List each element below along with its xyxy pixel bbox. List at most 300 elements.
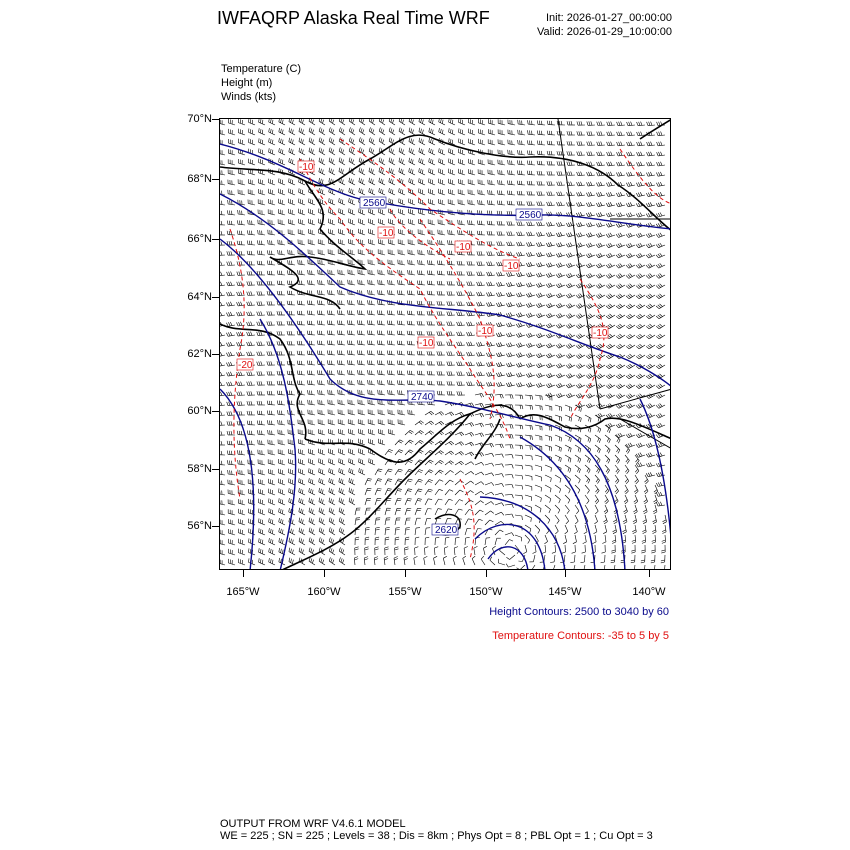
wind-barb-feather <box>580 233 582 236</box>
wind-barb-feather <box>576 326 579 329</box>
wind-barb-feather <box>576 295 579 298</box>
wind-barb-feather <box>557 131 558 135</box>
wind-barb-feather <box>518 303 520 306</box>
wind-barb-feather <box>530 373 532 376</box>
wind-barb-feather <box>227 292 229 296</box>
lat-tick <box>212 297 219 298</box>
wind-barb-feather <box>358 360 359 364</box>
wind-barb-feather <box>247 372 248 376</box>
wind-barb <box>508 144 515 145</box>
wind-barb <box>468 325 475 326</box>
wind-barb-feather <box>497 211 498 215</box>
wind-barb-feather <box>229 251 230 255</box>
wind-barb-feather <box>546 325 549 328</box>
wind-barb <box>478 285 485 286</box>
wind-barb-feather <box>437 291 438 295</box>
wind-barb-feather <box>638 213 640 216</box>
wind-barb-feather <box>499 201 500 205</box>
wind-barb <box>288 274 295 275</box>
wind-barb-feather <box>567 172 568 176</box>
wind-barb-feather <box>441 119 442 123</box>
wind-barb-feather <box>510 312 512 315</box>
wind-barb-feather <box>601 142 602 146</box>
wind-barb-feather <box>291 119 292 123</box>
wind-barb-feather <box>237 282 238 286</box>
wind-barb-feather <box>661 132 662 136</box>
wind-barb-feather <box>439 331 440 335</box>
wind-barb-feather <box>281 311 282 315</box>
wind-barb <box>258 234 265 235</box>
wind-barb <box>279 122 285 125</box>
wind-barb <box>308 213 315 215</box>
wind-barb-feather <box>281 129 282 133</box>
wind-barb-feather <box>636 296 639 299</box>
wind-barb-feather <box>467 322 469 326</box>
wind-barb-feather <box>578 365 581 368</box>
wind-barb-feather <box>620 294 623 297</box>
wind-barb-feather <box>561 131 562 135</box>
wind-barb-feather <box>363 150 364 154</box>
wind-barb <box>449 122 455 125</box>
wind-barb-feather <box>627 132 628 136</box>
wind-barb-feather <box>339 158 340 162</box>
wind-barb-feather <box>636 346 639 349</box>
wind-barb-feather <box>392 200 393 204</box>
wind-barb-feather <box>521 191 522 195</box>
wind-barb-feather <box>489 231 490 235</box>
wind-barb-feather <box>377 330 378 334</box>
wind-barb-feather <box>549 202 550 206</box>
wind-barb-feather <box>331 331 332 335</box>
wind-barb-feather <box>636 245 639 248</box>
wind-barb-feather <box>606 183 608 187</box>
wind-barb-feather <box>269 148 270 152</box>
wind-barb <box>308 264 315 265</box>
wind-barb-feather <box>588 244 590 247</box>
wind-barb-feather <box>289 138 290 142</box>
wind-barb <box>348 334 355 335</box>
wind-barb-feather <box>578 305 581 308</box>
wind-barb-feather <box>321 119 322 122</box>
wind-barb <box>429 162 435 165</box>
wind-barb-feather <box>648 234 650 237</box>
wind-barb <box>318 394 325 395</box>
wind-barb-feather <box>560 373 563 376</box>
wind-barb <box>328 304 335 305</box>
wind-barb <box>238 123 245 125</box>
wind-barb <box>258 345 265 346</box>
wind-barb-feather <box>381 341 382 345</box>
wind-barb <box>368 314 375 315</box>
wind-barb-feather <box>300 270 301 274</box>
wind-barb <box>258 173 265 175</box>
wind-barb <box>319 121 325 125</box>
wind-barb-feather <box>571 141 572 145</box>
wind-barb-feather <box>467 332 469 336</box>
wind-barb-feather <box>289 301 290 305</box>
wind-barb-feather <box>259 342 260 346</box>
wind-barb-feather <box>611 132 612 136</box>
wind-barb-feather <box>530 313 532 316</box>
wind-barb-feather <box>611 122 612 126</box>
wind-barb-feather <box>636 386 639 389</box>
wind-barb-feather <box>557 182 558 186</box>
wind-barb-feather <box>421 281 422 285</box>
wind-barb-feather <box>359 147 360 151</box>
wind-barb-feather <box>287 301 288 305</box>
wind-barb-feather <box>362 210 363 214</box>
wind-barb-feather <box>496 353 498 356</box>
wind-barb-feather <box>618 223 620 226</box>
wind-barb-feather <box>537 151 538 155</box>
wind-barb-feather <box>367 350 368 354</box>
wind-barb-feather <box>437 381 438 385</box>
wind-barb-feather <box>660 263 663 266</box>
wind-barb <box>349 182 355 185</box>
wind-barb-feather <box>556 244 558 247</box>
wind-barb <box>238 214 245 215</box>
wind-barb <box>608 135 615 136</box>
wind-barb-feather <box>311 149 312 153</box>
wind-barb-feather <box>430 179 431 183</box>
wind-barb <box>329 192 335 195</box>
wind-barb-feather <box>270 149 271 153</box>
wind-barb-feather <box>437 342 438 346</box>
wind-barb-feather <box>241 382 242 386</box>
wind-barb-feather <box>608 264 611 267</box>
wind-barb-feather <box>279 331 280 335</box>
wind-barb-feather <box>519 242 521 246</box>
wind-barb-feather <box>422 170 423 174</box>
wind-barb-feather <box>460 129 461 133</box>
wind-barb <box>628 165 635 166</box>
wind-barb-feather <box>530 283 532 286</box>
wind-barb-feather <box>457 352 458 356</box>
wind-barb-feather <box>591 131 592 135</box>
wind-barb-feather <box>530 303 532 306</box>
wind-barb-feather <box>527 140 528 144</box>
wind-barb <box>278 254 285 255</box>
wind-barb-feather <box>427 371 428 375</box>
wind-barb-feather <box>301 341 302 345</box>
wind-barb <box>268 265 275 266</box>
lon-tick <box>324 570 325 577</box>
wind-barb <box>258 255 265 256</box>
wind-barb-feather <box>480 342 482 346</box>
wind-barb-feather <box>422 160 423 164</box>
wind-barb-feather <box>558 253 560 256</box>
wind-barb-feather <box>292 190 293 194</box>
wind-barb-feather <box>353 140 354 144</box>
wind-barb <box>478 133 485 135</box>
wind-barb-feather <box>277 291 278 295</box>
wind-barb-feather <box>626 183 628 187</box>
wind-barb-feather <box>342 301 343 305</box>
wind-barb-feather <box>348 380 349 384</box>
wind-barb-feather <box>510 282 512 286</box>
wind-barb <box>220 255 225 256</box>
wind-barb-feather <box>372 160 373 164</box>
wind-barb-feather <box>647 162 649 166</box>
wind-barb-feather <box>309 148 310 152</box>
wind-barb-feather <box>321 189 322 193</box>
wind-barb-feather <box>379 158 380 162</box>
wind-barb-feather <box>489 221 490 225</box>
wind-barb-feather <box>343 150 344 154</box>
wind-barb-feather <box>308 390 309 394</box>
wind-barb-feather <box>568 233 570 236</box>
wind-barb-feather <box>431 281 432 285</box>
wind-barb-feather <box>528 354 530 357</box>
wind-barb-feather <box>590 182 592 186</box>
wind-barb-feather <box>537 120 538 124</box>
wind-barb <box>568 175 575 176</box>
wind-barb-feather <box>327 360 328 364</box>
wind-barb-feather <box>531 222 532 226</box>
wind-barb-feather <box>488 292 490 296</box>
wind-barb-feather <box>251 281 252 285</box>
wind-barb-feather <box>291 149 292 153</box>
wind-barb-feather <box>559 151 560 155</box>
wind-barb-feather <box>269 251 270 255</box>
wind-barb-feather <box>282 120 283 124</box>
wind-barb-feather <box>402 160 403 164</box>
wind-barb-feather <box>267 352 268 356</box>
wind-barb-feather <box>230 362 232 366</box>
wind-barb-feather <box>281 271 282 275</box>
wind-barb <box>388 324 395 325</box>
wind-barb-feather <box>391 361 392 365</box>
wind-barb-feather <box>321 301 322 305</box>
wind-barb-feather <box>269 371 270 375</box>
wind-barb-feather <box>401 351 402 355</box>
wind-barb <box>508 134 515 135</box>
wind-barb-feather <box>429 138 430 142</box>
wind-barb <box>598 165 605 166</box>
wind-barb-feather <box>450 139 451 143</box>
wind-barb <box>388 294 395 295</box>
wind-barb-feather <box>389 148 390 152</box>
wind-barb-feather <box>648 264 651 267</box>
wind-barb-feather <box>600 294 603 297</box>
wind-barb <box>308 394 315 395</box>
wind-barb-feather <box>638 244 641 247</box>
wind-barb-feather <box>432 170 433 174</box>
wind-barb <box>528 235 535 236</box>
wind-barb-feather <box>560 363 563 366</box>
wind-barb-feather <box>329 168 330 172</box>
wind-barb-feather <box>341 179 342 183</box>
wind-barb-feather <box>262 150 263 154</box>
wind-barb <box>498 174 505 175</box>
wind-barb-feather <box>267 271 268 275</box>
wind-barb <box>369 131 375 135</box>
wind-barb-feather <box>421 159 422 163</box>
wind-barb-feather <box>540 262 542 265</box>
wind-barb-feather <box>317 321 318 325</box>
wind-barb-feather <box>650 314 653 317</box>
wind-barb-feather <box>341 119 342 122</box>
wind-barb-feather <box>397 341 398 345</box>
wind-barb <box>248 335 255 336</box>
wind-barb <box>398 233 405 235</box>
wind-barb-feather <box>381 321 382 325</box>
wind-barb-feather <box>391 169 392 173</box>
wind-barb-feather <box>231 261 232 265</box>
wind-barb-feather <box>419 371 420 375</box>
wind-barb <box>408 243 415 245</box>
wind-barb-feather <box>498 353 500 356</box>
wind-barb-feather <box>461 362 462 366</box>
wind-barb <box>419 142 425 145</box>
wind-barb-feather <box>319 168 320 172</box>
wind-barb-feather <box>550 222 552 226</box>
wind-barb-feather <box>317 311 318 315</box>
wind-barb-feather <box>457 382 458 386</box>
wind-barb-feather <box>500 352 502 355</box>
wind-barb-feather <box>249 372 250 376</box>
wind-barb-feather <box>467 282 468 286</box>
wind-barb-feather <box>329 119 330 121</box>
wind-barb-feather <box>279 381 280 385</box>
wind-barb <box>298 233 305 235</box>
wind-barb-feather <box>419 138 420 142</box>
wind-barb-feather <box>391 159 392 163</box>
wind-barb-feather <box>460 119 461 123</box>
wind-barb-feather <box>620 284 623 287</box>
wind-barb-feather <box>271 351 272 355</box>
wind-barb-feather <box>369 147 370 151</box>
wind-barb <box>638 145 645 146</box>
wind-barb-feather <box>272 150 273 154</box>
wind-barb-feather <box>648 275 651 278</box>
wind-barb <box>658 165 665 166</box>
field-temperature: Temperature (C) <box>221 63 302 75</box>
wind-barb-feather <box>659 122 660 126</box>
wind-barb <box>428 244 435 245</box>
wind-barb-feather <box>590 314 593 317</box>
wind-barb-feather <box>249 292 250 296</box>
wind-barb-feather <box>341 321 342 325</box>
wind-barb-feather <box>392 381 393 385</box>
wind-barb-feather <box>567 151 568 155</box>
wind-barb-feather <box>500 332 502 336</box>
wind-barb-feather <box>323 130 324 134</box>
wind-barb <box>278 193 285 195</box>
wind-barb-feather <box>437 301 438 305</box>
wind-barb-feather <box>606 376 609 379</box>
wind-barb-feather <box>506 354 508 357</box>
wind-barb <box>238 375 245 376</box>
wind-barb <box>248 204 255 206</box>
wind-barb-feather <box>267 322 268 326</box>
wind-barb-feather <box>362 180 363 184</box>
wind-barb-feather <box>528 373 530 376</box>
wind-barb-feather <box>331 129 332 133</box>
wind-barb-feather <box>431 139 432 143</box>
wind-barb-feather <box>508 323 510 326</box>
wind-barb <box>449 152 456 155</box>
wind-barb <box>538 205 545 206</box>
wind-barb-feather <box>301 149 302 153</box>
wind-barb-feather <box>469 322 471 326</box>
wind-barb-feather <box>571 161 572 165</box>
wind-barb-feather <box>267 291 268 295</box>
wind-barb-feather <box>480 352 482 356</box>
wind-barb-feather <box>220 382 222 386</box>
wind-barb-feather <box>528 242 530 246</box>
wind-barb-feather <box>241 231 242 235</box>
wind-barb-feather <box>299 371 300 375</box>
wind-barb-feather <box>457 342 458 346</box>
wind-barb-feather <box>277 311 278 315</box>
wind-barb-feather <box>618 264 621 267</box>
wind-barb-feather <box>639 152 641 156</box>
wind-barb <box>468 224 475 225</box>
wind-barb-feather <box>281 331 282 335</box>
wind-barb-feather <box>637 132 638 136</box>
wind-barb-feather <box>511 252 513 256</box>
wind-barb <box>409 121 415 125</box>
wind-barb <box>598 135 605 136</box>
wind-barb-feather <box>389 127 390 131</box>
wind-barb-feather <box>518 150 519 154</box>
wind-barb-feather <box>656 255 659 258</box>
wind-barb-feather <box>421 311 422 315</box>
wind-barb-feather <box>528 293 530 296</box>
wind-barb-feather <box>560 303 563 306</box>
wind-barb-feather <box>487 221 488 225</box>
wind-barb-feather <box>268 240 269 244</box>
wind-barb-feather <box>626 326 629 329</box>
wind-barb-feather <box>249 119 250 122</box>
wind-barb-feather <box>641 122 642 126</box>
wind-barb-feather <box>361 321 362 325</box>
wind-barb <box>598 195 605 196</box>
wind-barb-feather <box>379 168 380 172</box>
wind-barb-feather <box>569 121 570 125</box>
wind-barb-feather <box>547 182 548 186</box>
wind-barb-feather <box>618 325 621 328</box>
wind-barb-feather <box>649 152 651 156</box>
wind-barb-feather <box>608 172 610 176</box>
wind-barb <box>220 285 225 286</box>
wind-barb-feather <box>508 313 510 316</box>
wind-barb-feather <box>581 141 582 145</box>
wind-barb-feather <box>330 290 331 294</box>
wind-barb <box>448 203 455 205</box>
wind-barb-feather <box>606 234 608 237</box>
wind-barb-feather <box>399 188 400 192</box>
wind-barb-feather <box>568 345 571 348</box>
wind-barb-feather <box>500 372 502 376</box>
wind-barb <box>468 355 475 356</box>
wind-barb <box>318 314 325 315</box>
wind-barb <box>578 185 585 186</box>
wind-barb-feather <box>226 313 228 317</box>
wind-barb-feather <box>579 141 580 145</box>
wind-barb <box>378 384 385 385</box>
wind-barb <box>308 233 315 235</box>
wind-barb-feather <box>560 222 562 226</box>
wind-barb-feather <box>519 161 520 165</box>
wind-barb <box>328 233 335 235</box>
wind-barb-feather <box>389 198 390 202</box>
wind-barb-feather <box>630 233 632 236</box>
wind-barb-feather <box>457 292 458 296</box>
wind-barb-feather <box>550 252 552 255</box>
wind-barb-feather <box>538 273 540 276</box>
